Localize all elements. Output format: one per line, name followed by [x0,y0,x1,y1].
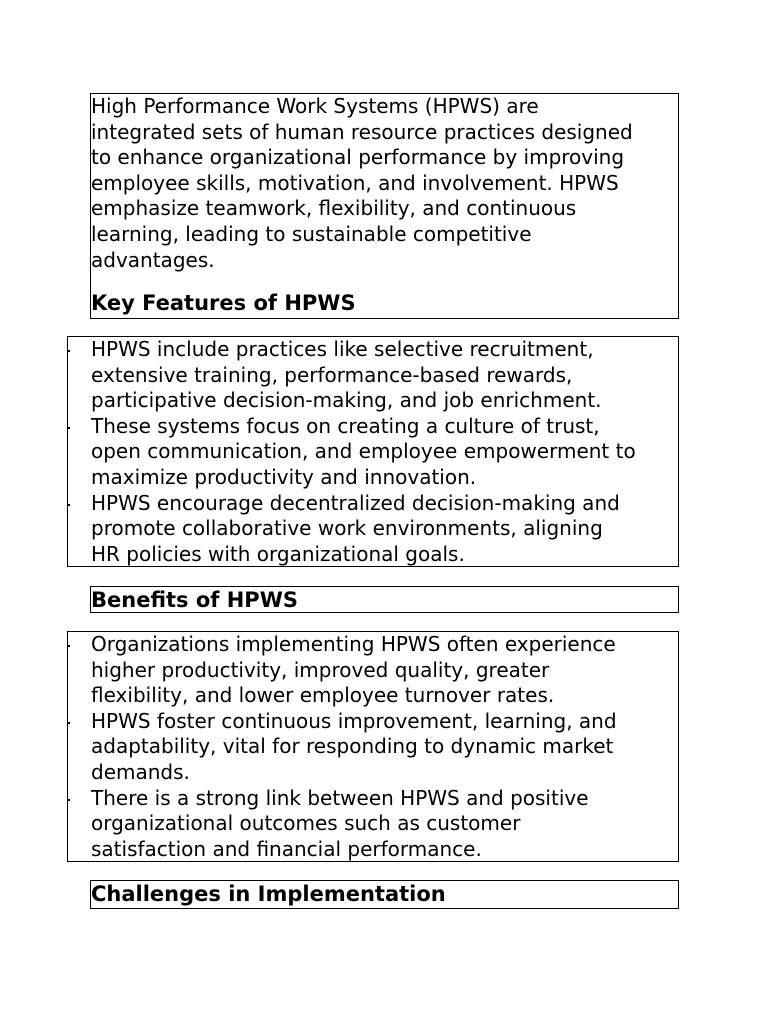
list-item-line: demands. [91,759,190,784]
intro-line: learning, leading to sustainable competitive [91,221,532,246]
benefits-heading-box [90,586,679,613]
list-item-line: Organizations implementing HPWS often experience [91,632,616,656]
benefits-heading: Benefits of HPWS [91,588,298,612]
list-item [68,337,636,414]
list-item-line: There is a strong link between HPWS and positive [91,785,589,810]
list-item-line: flexibility, and lower employee turnover rates. [91,683,555,708]
list-item-line: HPWS foster continuous improvement, learning, and [91,708,617,733]
list-item [68,491,636,568]
list-item [68,709,617,786]
list-item-line: extensive training, performance-based rewards, [91,362,573,387]
list-item [68,786,617,863]
challenges-heading: Challenges in Implementation [91,882,446,906]
list-item-line: HPWS include practices like selective recruitment, [91,337,594,361]
list-item-line: adaptability, vital for responding to dynamic market [91,734,614,759]
list-item-line: open communication, and employee empowerment to [91,439,636,464]
intro-line: High Performance Work Systems (HPWS) are [91,94,539,118]
benefits-list-box [67,631,679,862]
list-item-line: These systems focus on creating a culture of trust, [91,413,600,438]
intro-line: advantages. [91,247,215,272]
key-features-list-box [67,336,679,567]
key-features-heading: Key Features of HPWS [91,291,356,315]
key-features-list [68,337,636,567]
benefits-list [68,632,617,862]
list-item-line: participative decision-making, and job enrichment. [91,388,602,413]
intro-line: employee skills, motivation, and involvement. HPWS [91,170,619,195]
list-item [68,632,617,709]
list-item-line: HR policies with organizational goals. [91,541,465,566]
list-item-line: promote collaborative work environments, aligning [91,516,603,541]
list-item [68,414,636,491]
intro-line: emphasize teamwork, flexibility, and continuous [91,196,577,221]
intro-section [90,93,679,319]
list-item-line: organizational outcomes such as customer [91,811,521,836]
list-item-line: higher productivity, improved quality, greater [91,657,550,682]
challenges-heading-box [90,880,679,909]
list-item-line: satisfaction and financial performance. [91,836,482,861]
list-item-line: maximize productivity and innovation. [91,464,477,489]
intro-paragraph [91,94,633,273]
intro-line: integrated sets of human resource practices designed [91,119,633,144]
list-item-line: HPWS encourage decentralized decision-making and [91,490,620,515]
intro-line: to enhance organizational performance by improving [91,145,625,170]
